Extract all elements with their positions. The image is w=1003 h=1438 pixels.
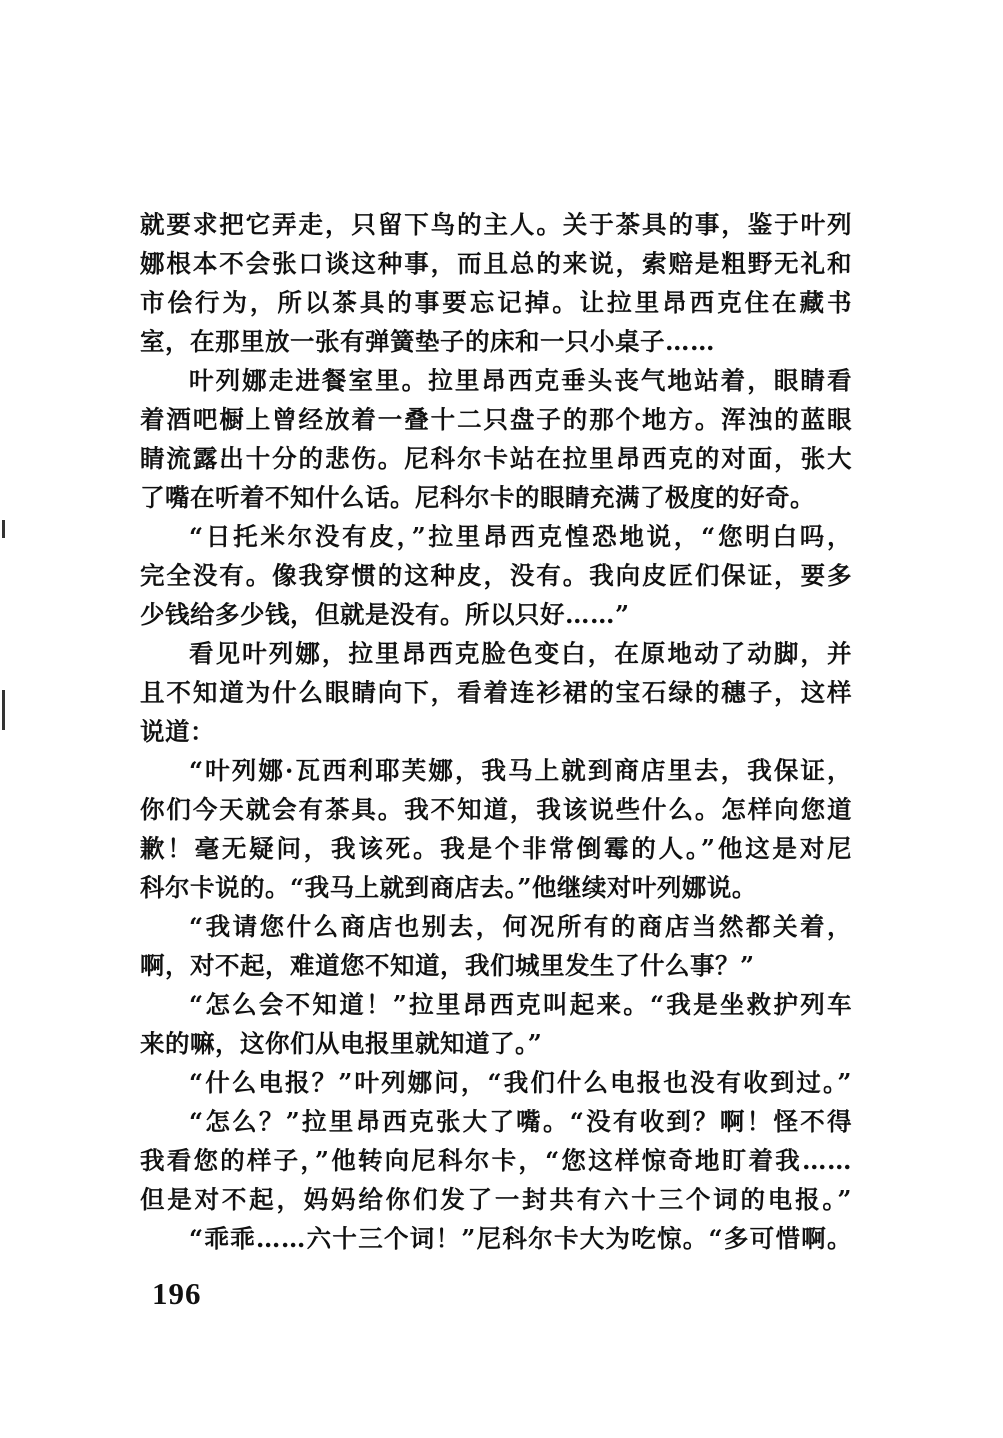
text-line: 室，在那里放一张有弹簧垫子的床和一只小桌子……: [140, 327, 715, 356]
text-line: 完全没有。像我穿惯的这种皮，没有。我向皮匠们保证，要多: [140, 561, 852, 590]
text-line: “乖乖……六十三个词！”尼科尔卡大为吃惊。“多可惜啊。: [189, 1224, 852, 1253]
text-line: “什么电报？”叶列娜问，“我们什么电报也没有收到过。”: [189, 1068, 852, 1097]
text-line: “日托米尔没有皮，”拉里昂西克惶恐地说，“您明白吗，: [189, 522, 852, 551]
text-line: 说道：: [140, 717, 215, 746]
text-line: 着酒吧橱上曾经放着一叠十二只盘子的那个地方。浑浊的蓝眼: [140, 405, 852, 434]
page-number: 196: [152, 1276, 202, 1311]
text-line: 市侩行为，所以茶具的事要忘记掉。让拉里昂西克住在藏书: [140, 288, 852, 317]
text-line: “怎么会不知道！”拉里昂西克叫起来。“我是坐救护列车: [189, 990, 852, 1019]
text-line: 科尔卡说的。“我马上就到商店去。”他继续对叶列娜说。: [140, 873, 757, 902]
scan-edge-mark: [2, 690, 5, 730]
text-line: 了嘴在听着不知什么话。尼科尔卡的眼睛充满了极度的好奇。: [140, 483, 815, 512]
text-line: 来的嘛，这你们从电报里就知道了。”: [140, 1029, 543, 1058]
body-text: [140, 205, 852, 1258]
text-line: 但是对不起，妈妈给你们发了一封共有六十三个词的电报。”: [140, 1185, 852, 1214]
text-line: 看见叶列娜，拉里昂西克脸色变白，在原地动了动脚，并: [189, 639, 852, 668]
text-line: 歉！毫无疑问，我该死。我是个非常倒霉的人。”他这是对尼: [140, 834, 852, 863]
text-line: 啊，对不起，难道您不知道，我们城里发生了什么事？”: [140, 951, 755, 980]
text-line: “我请您什么商店也别去，何况所有的商店当然都关着，: [189, 912, 852, 941]
text-line: 少钱给多少钱，但就是没有。所以只好……”: [140, 600, 630, 629]
text-line: 娜根本不会张口谈这种事，而且总的来说，索赔是粗野无礼和: [140, 249, 852, 278]
text-line: 你们今天就会有茶具。我不知道，我该说些什么。怎样向您道: [140, 795, 852, 824]
text-line: “怎么？”拉里昂西克张大了嘴。“没有收到？啊！怪不得: [189, 1107, 852, 1136]
text-line: 且不知道为什么眼睛向下，看着连衫裙的宝石绿的穗子，这样: [140, 678, 852, 707]
text-line: 叶列娜走进餐室里。拉里昂西克垂头丧气地站着，眼睛看: [189, 366, 852, 395]
scan-edge-mark: [2, 520, 5, 538]
text-line: “叶列娜·瓦西利耶芙娜，我马上就到商店里去，我保证，: [189, 756, 852, 785]
text-line: 我看您的样子，”他转向尼科尔卡，“您这样惊奇地盯着我……: [140, 1146, 852, 1175]
text-line: 睛流露出十分的悲伤。尼科尔卡站在拉里昂西克的对面，张大: [140, 444, 852, 473]
text-line: 就要求把它弄走，只留下鸟的主人。关于茶具的事，鉴于叶列: [140, 210, 852, 239]
